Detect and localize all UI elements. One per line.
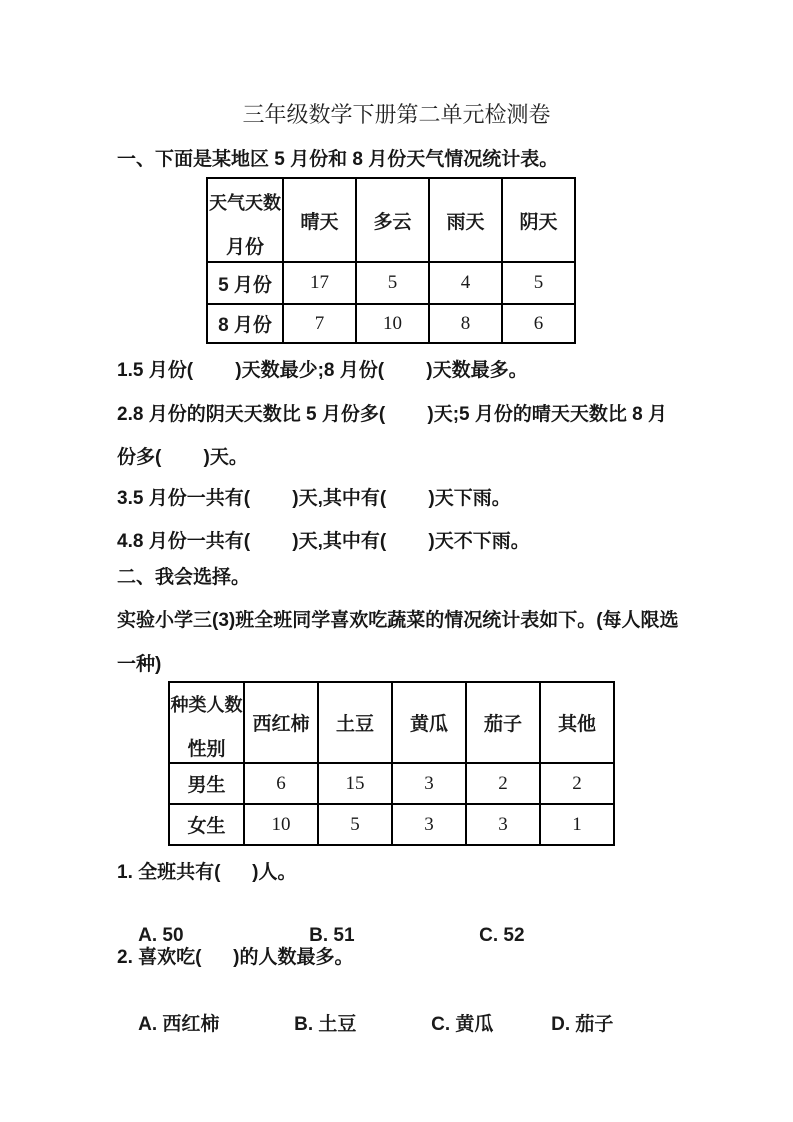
weather-col-sunny: 晴天 [283,178,356,262]
weather-table-corner-cell [207,178,283,262]
weather-row-label-may: 5 月份 [207,262,283,304]
s1-question-1: 1.5 月份( )天数最少;8 月份( )天数最多。 [117,360,528,381]
veg-col-potato: 土豆 [318,682,392,763]
s2-intro-line2: 一种) [117,654,162,675]
veg-boys-potato: 15 [318,763,392,804]
veg-col-cucumber: 黄瓜 [392,682,466,763]
weather-may-overcast: 5 [502,262,575,304]
veg-boys-tomato: 6 [244,763,318,804]
weather-aug-sunny: 7 [283,304,356,343]
weather-corner-bottom-label: 月份 [225,236,264,258]
weather-corner-top-label: 天气天数 [209,192,281,213]
vegetable-table-header-row [169,682,614,763]
veg-boys-eggplant: 2 [466,763,540,804]
veg-boys-cucumber: 3 [392,763,466,804]
vegetable-corner-top-label: 种类人数 [170,695,243,715]
veg-col-eggplant: 茄子 [466,682,540,763]
weather-table [206,177,576,344]
option-c: C. 52 [479,925,525,946]
page-title: 三年级数学下册第二单元检测卷 [242,102,551,127]
table-row [207,304,575,343]
weather-aug-rainy: 8 [429,304,502,343]
veg-col-other: 其他 [540,682,614,763]
s1-question-4: 4.8 月份一共有( )天,其中有( )天不下雨。 [117,531,530,552]
veg-girls-other: 1 [540,804,614,845]
s2-intro-line1: 实验小学三(3)班全班同学喜欢吃蔬菜的情况统计表如下。(每人限选 [117,610,679,631]
weather-col-rainy: 雨天 [429,178,502,262]
weather-col-overcast: 阴天 [502,178,575,262]
section1-heading: 一、下面是某地区 5 月份和 8 月份天气情况统计表。 [117,149,559,170]
weather-may-rainy: 4 [429,262,502,304]
option-a: A. 西红柿 [138,1014,220,1035]
veg-girls-tomato: 10 [244,804,318,845]
weather-aug-cloudy: 10 [356,304,429,343]
s2-q2-options [117,987,613,1058]
section2-heading: 二、我会选择。 [117,567,251,588]
option-b: B. 51 [309,925,355,946]
weather-col-cloudy: 多云 [356,178,429,262]
veg-col-tomato: 西红柿 [244,682,318,763]
veg-girls-potato: 5 [318,804,392,845]
vegetable-table [168,681,615,846]
weather-row-label-aug: 8 月份 [207,304,283,343]
option-b: B. 土豆 [294,1014,357,1035]
s1-question-2-line2: 份多( )天。 [117,447,248,468]
veg-row-label-boys: 男生 [169,763,244,804]
option-c: C. 黄瓜 [431,1014,494,1035]
weather-may-cloudy: 5 [356,262,429,304]
veg-row-label-girls: 女生 [169,804,244,845]
veg-boys-other: 2 [540,763,614,804]
vegetable-corner-bottom-label: 性别 [187,739,226,760]
option-a: A. 50 [138,925,184,946]
weather-may-sunny: 17 [283,262,356,304]
s1-question-3: 3.5 月份一共有( )天,其中有( )天下雨。 [117,488,511,509]
s2-question-2: 2. 喜欢吃( )的人数最多。 [117,947,354,968]
option-d: D. 茄子 [551,1014,614,1035]
table-row [207,262,575,304]
table-row [169,804,614,845]
s1-question-2-line1: 2.8 月份的阴天天数比 5 月份多( )天;5 月份的晴天天数比 8 月 [117,404,667,425]
weather-table-header-row [207,178,575,262]
vegetable-table-corner-cell [169,682,244,763]
veg-girls-eggplant: 3 [466,804,540,845]
weather-aug-overcast: 6 [502,304,575,343]
veg-girls-cucumber: 3 [392,804,466,845]
table-row [169,763,614,804]
s2-question-1: 1. 全班共有( )人。 [117,862,297,883]
